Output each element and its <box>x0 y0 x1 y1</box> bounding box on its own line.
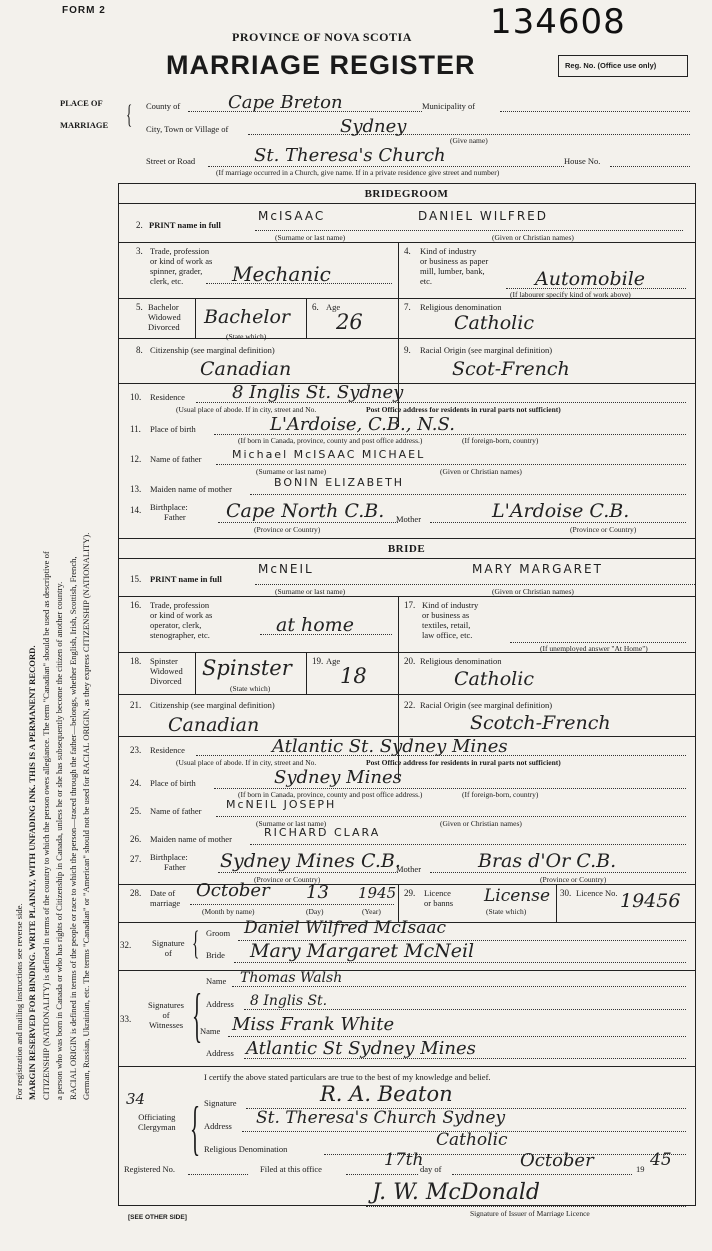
rule <box>118 1066 695 1067</box>
label-line: textiles, retail, <box>422 620 471 630</box>
rule <box>118 694 695 695</box>
field-23-hint-b: Post Office address for residents in rural parts not sufficient) <box>366 758 561 767</box>
label-line: Clergyman <box>138 1122 176 1132</box>
field-17-hint: (If unemployed answer "At Home") <box>540 644 648 653</box>
street-label: Street or Road <box>146 156 196 166</box>
field-8-num: 8. <box>136 345 143 355</box>
field-27-mother-label: Mother <box>396 864 422 874</box>
label-line: clerk, etc. <box>150 276 184 286</box>
label-line: Signature <box>152 938 185 948</box>
filed-day: 17th <box>384 1150 424 1170</box>
label-line: Licence <box>424 888 451 898</box>
groom-mother-birthplace: L'Ardoise C.B. <box>492 500 630 522</box>
rule <box>244 1009 686 1010</box>
label-line: or business as paper <box>420 256 489 266</box>
father-given-hint: (Given or Christian names) <box>440 467 522 476</box>
label-line: etc. <box>420 276 433 286</box>
rule <box>510 642 686 643</box>
licence-or-banns: License <box>484 886 551 906</box>
label-line: Bachelor <box>148 302 179 312</box>
label-line: Kind of industry <box>422 600 479 610</box>
field-15-label: PRINT name in full <box>150 574 222 584</box>
field-5-num: 5. <box>136 302 143 312</box>
bride-father-name: McNEIL JOSEPH <box>226 798 337 811</box>
field-13-num: 13. <box>130 484 142 494</box>
rule <box>218 872 398 873</box>
label-line: Trade, profession <box>150 246 210 256</box>
clergy-brace: { <box>190 1095 201 1161</box>
label-line: mill, lumber, bank, <box>420 266 485 276</box>
field-14-num: 14. <box>130 505 142 515</box>
sidebar-line-5: RACIAL ORIGIN is defined in terms of the people or race to which the person—traced through the father—belongs, whether English, Irish, Scottish, French, <box>68 556 78 1100</box>
field-23-label: Residence <box>150 745 185 755</box>
field-32-num: 32. <box>120 940 132 950</box>
province-hint-2: (Province or Country) <box>570 525 637 534</box>
place-brace: { <box>126 100 133 129</box>
rule <box>118 652 695 653</box>
rule <box>118 538 695 539</box>
day-hint: (Day) <box>306 907 324 916</box>
field-16-num: 16. <box>130 600 142 610</box>
field-6-label: Age <box>326 302 341 312</box>
groom-father-birthplace: Cape North C.B. <box>226 500 385 522</box>
sidebar-line-2: MARGIN RESERVED FOR BINDING. WRITE PLAINLY, WITH UNFADING INK. THIS IS A PERMANENT RECORD. <box>27 645 37 1100</box>
rule <box>216 816 686 817</box>
rule <box>250 494 686 495</box>
field-21-num: 21. <box>130 700 142 710</box>
field-30-label: Licence No. <box>576 888 618 898</box>
bride-province-hint-2: (Province or Country) <box>540 875 607 884</box>
field-10-num: 10. <box>130 392 142 402</box>
rule <box>452 1174 632 1175</box>
field-14-label <box>150 502 188 522</box>
label-line: or kind of work as <box>150 610 213 620</box>
label-line: Widowed <box>150 666 183 676</box>
field-29-num: 29. <box>404 888 416 898</box>
field-18-num: 18. <box>130 656 142 666</box>
field-11-label: Place of birth <box>150 424 196 434</box>
field-13-label: Maiden name of mother <box>150 484 232 494</box>
label-line: of <box>164 948 172 958</box>
field-11-hint: (If born in Canada, province, county and post office address.) <box>238 436 423 445</box>
rule <box>556 884 557 922</box>
groom-occupation: Mechanic <box>232 262 331 286</box>
day-of-label: day of <box>420 1164 442 1174</box>
bride-signature: Mary Margaret McNeil <box>250 940 475 962</box>
rule <box>324 1154 686 1155</box>
field-10-hint-b: Post Office address for residents in rural parts not sufficient) <box>366 405 561 414</box>
field-2-label: PRINT name in full <box>149 220 221 230</box>
rule <box>232 986 686 987</box>
field-23-hint: (Usual place of abode. If in city, street and No. <box>176 758 317 767</box>
clergy-field-num: 34 <box>126 1090 146 1108</box>
rule <box>306 298 307 338</box>
street-line <box>208 166 564 167</box>
rule <box>118 338 695 339</box>
municipality-label: Municipality of <box>422 101 476 111</box>
field-25-label: Name of father <box>150 806 202 816</box>
field-24-num: 24. <box>130 778 142 788</box>
groom-age: 26 <box>336 310 363 334</box>
field-10-hint: (Usual place of abode. If in city, street and No. <box>176 405 317 414</box>
field-30-num: 30. <box>560 888 572 898</box>
given-hint: (Given or Christian names) <box>492 233 574 242</box>
groom-sig-label: Groom <box>206 928 231 938</box>
groom-birthplace: L'Ardoise, C.B., N.S. <box>270 414 455 435</box>
bride-father-given-hint: (Given or Christian names) <box>440 819 522 828</box>
father-surname-hint: (Surname or last name) <box>256 467 327 476</box>
bride-citizenship: Canadian <box>168 714 260 736</box>
label-line: Divorced <box>148 322 180 332</box>
registered-no-label: Registered No. <box>124 1164 175 1174</box>
bride-father-surname-hint: (Surname or last name) <box>256 819 327 828</box>
rule <box>250 844 686 845</box>
rule <box>195 298 196 338</box>
field-11-hint2: (If foreign-born, country) <box>462 436 539 445</box>
label-line: Father <box>164 862 186 872</box>
clergy-label <box>138 1112 176 1132</box>
field-21-label: Citizenship (see marginal definition) <box>150 700 275 710</box>
field-11-num: 11. <box>130 424 141 434</box>
form-number: FORM 2 <box>62 5 106 16</box>
label-line: Birthplace: <box>150 502 188 512</box>
province-hint: (Province or Country) <box>254 525 321 534</box>
groom-citizenship: Canadian <box>200 358 292 380</box>
sidebar-line-6: German, Russian, Ukrainian, etc. The terms "Canadian" or "American" should not be used for RACIAL ORIGIN, as they express CITIZENSHIP (NATIONALITY). <box>81 532 91 1100</box>
city-label: City, Town or Village of <box>146 124 229 134</box>
field-7-label: Religious denomination <box>420 302 502 312</box>
filed-year: 45 <box>650 1150 672 1170</box>
field-23-num: 23. <box>130 745 142 755</box>
bride-racial-origin: Scotch-French <box>470 712 611 734</box>
rule <box>430 872 686 873</box>
field-22-label: Racial Origin (see marginal definition) <box>420 700 553 710</box>
witness1-address-label: Address <box>206 999 234 1009</box>
rule <box>118 970 695 971</box>
rule <box>216 464 686 465</box>
rule <box>218 522 398 523</box>
groom-given-names: DANIEL WILFRED <box>418 209 548 223</box>
witness-brace: { <box>192 982 203 1048</box>
rule <box>228 1036 686 1037</box>
bride-mother-name: RICHARD CLARA <box>264 826 381 839</box>
certification-text: I certify the above stated particulars are true to the best of my knowledge and belief. <box>204 1072 491 1082</box>
field-9-num: 9. <box>404 345 411 355</box>
field-26-label: Maiden name of mother <box>150 834 232 844</box>
bride-mother-birthplace: Bras d'Or C.B. <box>478 850 617 872</box>
field-19-label: Age <box>326 656 341 666</box>
field-4-label <box>420 246 488 286</box>
field-24-hint2: (If foreign-born, country) <box>462 790 539 799</box>
bridegroom-heading: BRIDEGROOM <box>364 188 449 200</box>
field-6-num: 6. <box>312 302 319 312</box>
label-line: or business as <box>422 610 470 620</box>
groom-mother-name: BONIN ELIZABETH <box>274 476 405 489</box>
witness2-address: Atlantic St Sydney Mines <box>246 1038 476 1059</box>
state-which-hint: (State which) <box>226 332 267 341</box>
rule <box>346 1174 418 1175</box>
field-15-num: 15. <box>130 574 142 584</box>
label-line: spinner, grader, <box>150 266 203 276</box>
witness2-address-label: Address <box>206 1048 234 1058</box>
label-line: Officiating <box>138 1112 176 1122</box>
rule <box>430 522 686 523</box>
clergy-signature-label: Signature <box>204 1098 237 1108</box>
licence-state-hint: (State which) <box>486 907 527 916</box>
bride-heading: BRIDE <box>387 543 426 555</box>
month-hint: (Month by name) <box>202 907 255 916</box>
groom-father-name: Michael McISAAC MICHAEL <box>232 448 426 461</box>
label-line: operator, clerk, <box>150 620 202 630</box>
rule <box>195 652 196 694</box>
groom-signature: Daniel Wilfred McIsaac <box>244 918 447 938</box>
field-3-num: 3. <box>136 246 143 256</box>
rule <box>188 1174 248 1175</box>
rule <box>306 652 307 694</box>
rule <box>506 288 686 289</box>
label-line: stenographer, etc. <box>150 630 210 640</box>
witness2-name: Miss Frank White <box>232 1014 395 1035</box>
groom-marital-status: Bachelor <box>204 306 291 328</box>
signature-brace: { <box>192 925 200 962</box>
marriage-month: October <box>196 880 270 901</box>
rule <box>190 904 394 905</box>
label-line: Date of <box>150 888 176 898</box>
street-value: St. Theresa's Church <box>254 145 446 166</box>
city-line <box>248 134 690 135</box>
rule <box>255 584 695 585</box>
city-value: Sydney <box>340 116 407 137</box>
field-32-label <box>152 938 185 958</box>
rule <box>206 283 392 284</box>
bride-residence: Atlantic St. Sydney Mines <box>272 736 508 757</box>
house-label: House No. <box>564 156 601 166</box>
field-16-label <box>150 600 212 640</box>
rule <box>118 558 695 559</box>
rule <box>366 1206 686 1207</box>
label-line: law office, etc. <box>422 630 473 640</box>
bride-marital-status: Spinster <box>202 656 292 680</box>
licence-number: 19456 <box>620 890 681 912</box>
field-4-hint: (If labourer specify kind of work above) <box>510 290 631 299</box>
bride-province-hint: (Province or Country) <box>254 875 321 884</box>
groom-racial-origin: Scot-French <box>452 358 570 380</box>
label-line: Divorced <box>150 676 182 686</box>
field-25-num: 25. <box>130 806 142 816</box>
label-line: Spinster <box>150 656 178 666</box>
bride-given-names: MARY MARGARET <box>472 562 603 576</box>
page-title: MARRIAGE REGISTER <box>166 50 476 80</box>
field-2-num: 2. <box>136 220 143 230</box>
field-27-num: 27. <box>130 854 142 864</box>
reg-number-box <box>558 55 688 77</box>
field-29-label <box>424 888 453 908</box>
county-value: Cape Breton <box>228 92 343 113</box>
rule <box>118 383 695 384</box>
label-line: marriage <box>150 898 181 908</box>
bride-state-which-hint: (State which) <box>230 684 271 693</box>
marriage-day: 13 <box>306 882 329 903</box>
field-10-label: Residence <box>150 392 185 402</box>
bride-birthplace: Sydney Mines <box>274 767 402 788</box>
label-line: or kind of work as <box>150 256 213 266</box>
label-line: Trade, profession <box>150 600 210 610</box>
clergy-address: St. Theresa's Church Sydney <box>256 1108 506 1128</box>
field-12-label: Name of father <box>150 454 202 464</box>
filed-label: Filed at this office <box>260 1164 322 1174</box>
place-note: (If marriage occurred in a Church, give name. If in a private residence give street and number) <box>216 168 500 177</box>
bride-sig-label: Bride <box>206 950 225 960</box>
rule <box>255 230 683 231</box>
field-27-label <box>150 852 188 872</box>
groom-residence: 8 Inglis St. Sydney <box>232 382 404 403</box>
witness1-name: Thomas Walsh <box>240 970 343 986</box>
rule <box>398 884 399 922</box>
field-14-mother-label: Mother <box>396 514 422 524</box>
county-label: County of <box>146 101 181 111</box>
bride-age: 18 <box>340 664 367 688</box>
label-line: Signatures <box>148 1000 184 1010</box>
province-heading: PROVINCE OF NOVA SCOTIA <box>232 30 412 44</box>
clergy-denomination: Catholic <box>436 1130 508 1150</box>
witness1-name-label: Name <box>206 976 227 986</box>
rule <box>118 298 695 299</box>
field-20-label: Religious denomination <box>420 656 502 666</box>
field-18-label <box>150 656 183 686</box>
rule <box>118 242 695 243</box>
field-20-num: 20. <box>404 656 416 666</box>
field-33-label <box>140 1000 192 1030</box>
marriage-year: 1945 <box>358 884 397 902</box>
clergy-denomination-label: Religious Denomination <box>204 1144 288 1154</box>
rule <box>118 596 695 597</box>
rule <box>118 203 695 204</box>
clergy-address-label: Address <box>204 1121 232 1131</box>
field-3-label <box>150 246 212 286</box>
issuer-hint: Signature of Issuer of Marriage Licence <box>470 1209 590 1218</box>
witness1-address: 8 Inglis St. <box>250 993 328 1009</box>
give-name-hint: (Give name) <box>450 136 488 145</box>
field-4-num: 4. <box>404 246 411 256</box>
field-5-label <box>148 302 181 332</box>
bride-occupation: at home <box>276 614 354 636</box>
bride-father-birthplace: Sydney Mines C.B. <box>220 850 401 872</box>
field-19-num: 19. <box>312 656 324 666</box>
bride-surname: McNEIL <box>258 562 314 576</box>
filed-month: October <box>520 1150 594 1171</box>
field-17-label <box>422 600 478 640</box>
field-33-num: 33. <box>120 1014 132 1024</box>
sidebar-line-1: For registration and mailing instructions see reverse side. <box>14 903 24 1100</box>
label-line: Witnesses <box>148 1020 184 1030</box>
year-hint: (Year) <box>362 907 381 916</box>
groom-religion: Catholic <box>454 312 534 334</box>
label-line: Kind of industry <box>420 246 477 256</box>
municipality-line <box>500 111 690 112</box>
see-other-side: [SEE OTHER SIDE] <box>128 1214 187 1221</box>
year-prefix: 19 <box>636 1164 645 1174</box>
field-26-num: 26. <box>130 834 142 844</box>
groom-surname: McISAAC <box>258 209 326 223</box>
field-24-hint: (If born in Canada, province, county and post office address.) <box>238 790 423 799</box>
clergy-signature: R. A. Beaton <box>320 1082 453 1106</box>
rule <box>260 634 392 635</box>
bride-surname-hint: (Surname or last name) <box>275 587 346 596</box>
field-24-label: Place of birth <box>150 778 196 788</box>
surname-hint: (Surname or last name) <box>275 233 346 242</box>
field-28-label <box>150 888 180 908</box>
rule <box>214 788 686 789</box>
field-8-label: Citizenship (see marginal definition) <box>150 345 275 355</box>
label-line: Widowed <box>148 312 181 322</box>
field-12-num: 12. <box>130 454 142 464</box>
groom-industry: Automobile <box>535 268 646 290</box>
issuer-signature: J. W. McDonald <box>372 1180 540 1205</box>
label-line: Father <box>164 512 186 522</box>
field-7-num: 7. <box>404 302 411 312</box>
sidebar-line-4: a person who was born in Canada or who has rights of Citizenship in Canada, unless he or she has subsequently become the citizen of another country. <box>54 581 64 1100</box>
bride-religion: Catholic <box>454 668 534 690</box>
field-17-num: 17. <box>404 600 416 610</box>
sidebar-line-3: CITIZENSHIP (NATIONALITY) is defined in terms of the country to which the person owes allegiance. The term "Canadian" should be used as descriptive of <box>41 551 51 1100</box>
place-of-label: PLACE OF <box>60 98 103 108</box>
bride-given-hint: (Given or Christian names) <box>492 587 574 596</box>
field-9-label: Racial Origin (see marginal definition) <box>420 345 553 355</box>
house-line <box>610 166 690 167</box>
field-28-num: 28. <box>130 888 142 898</box>
registration-stamp-number: 134608 <box>490 2 626 42</box>
label-line: of <box>162 1010 170 1020</box>
label-line: Birthplace: <box>150 852 188 862</box>
rule <box>234 962 686 963</box>
reg-number-label: Reg. No. (Office use only) <box>565 61 657 70</box>
witness2-name-label: Name <box>200 1026 221 1036</box>
marriage-label: MARRIAGE <box>60 120 109 130</box>
label-line: or banns <box>424 898 454 908</box>
field-22-num: 22. <box>404 700 416 710</box>
